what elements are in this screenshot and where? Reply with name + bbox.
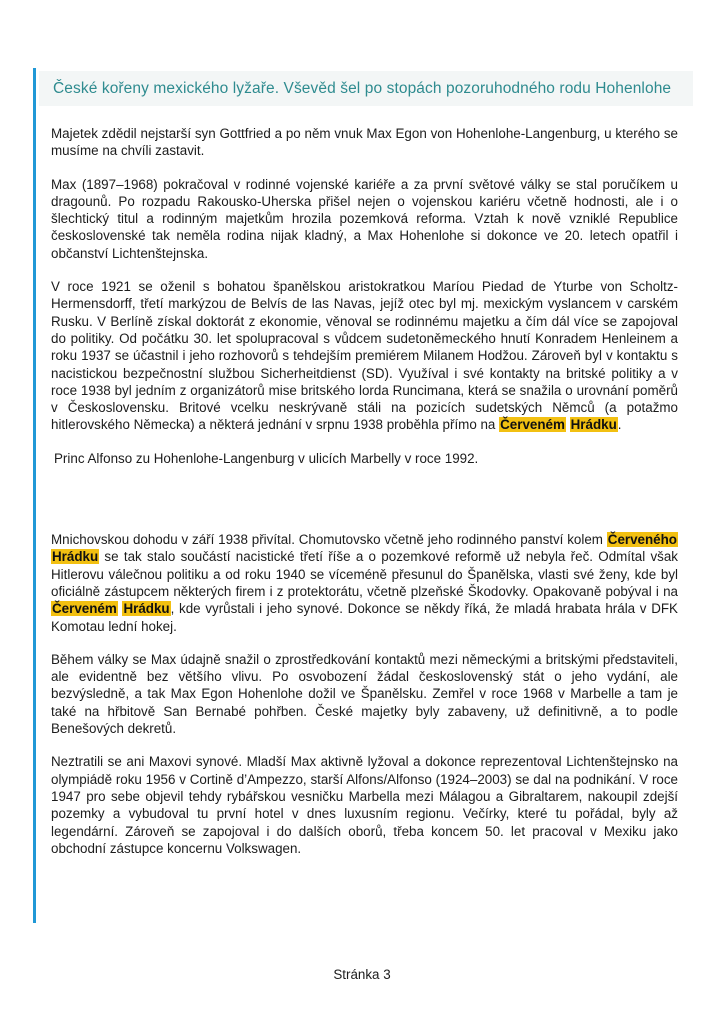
text-segment: Neztratili se ani Maxovi synové. Mladší Max aktivně lyžoval a dokonce reprezentoval Lichtenštejnsko na olympiádě roku 1956 v Cortině d’Ampezzo, starší Alfons/Alfonso (1924–2003) se dal na podnikání. V roce 1947 pro sebe objevil tehdy rybářskou vesničku Marbella mezi Málagou a Gibraltarem, nakoupil zdejší pozemky a vybudoval tu první hotel v dnes luxusním regionu. Večírky, které tu pořádal, byly až legendární. Zároveň se zapojoval i do dalších oborů, třeba koncem 50. let pracoval v Mexiku jako obchodní zástupce koncernu Volkswagen. [51, 754, 678, 856]
text-segment: Mnichovskou dohodu v září 1938 přivítal. Chomutovsko včetně jeho rodinného panství kolem [51, 532, 607, 548]
paragraph [51, 278, 678, 434]
paragraph [51, 531, 678, 635]
highlighted-text: Hrádku [123, 601, 170, 617]
text-segment: Majetek zdědil nejstarší syn Gottfried a po něm vnuk Max Egon von Hohenlohe-Langenburg, u kterého se musíme na chvíli zastavit. [51, 126, 678, 159]
highlighted-text: Červeném [500, 417, 565, 433]
text-segment: Max (1897–1968) pokračoval v rodinné vojenské kariéře a za první světové války se stal poručíkem u dragounů. Po rozpadu Rakousko-Uherska přišel nejen o vojenskou kariéru včetně hodnosti, ale i o šlechtický titul a rodinným majetkům hrozila pozemková reforma. Vztah k nově vzniklé Republice československé tak neměla rodina nijak kladný, a Max Hohenlohe si dokonce ve 20. letech opatřil i občanství Lichtenštejnska. [51, 176, 678, 261]
highlighted-text: Červeného [607, 532, 677, 548]
text-segment: , kde vyrůstali i jeho synové. Dokonce se někdy říká, že mladá hrabata hrála v DFK Komotau lední hokej. [51, 601, 678, 634]
highlighted-text: Hrádku [570, 417, 617, 433]
article-header [39, 71, 693, 106]
left-accent-line [33, 68, 36, 923]
image-placeholder-gap [51, 467, 678, 531]
paragraph [51, 753, 678, 857]
page-footer [0, 967, 724, 982]
text-segment: se tak stalo součástí nacistické třetí říše a o pozemkové reformě už nebyla řeč. Odmítal však Hitlerovu válečnou politiku a od roku 1940 se víceméně přesunul do Španělska, vlasti své ženy, kde byl oficiálně zástupcem některých firem i z protektorátu, včetně plzeňské Škodovky. Opakovaně pobýval i na [51, 549, 678, 599]
text-segment: . [617, 417, 622, 433]
text-segment: Během války se Max údajně snažil o zprostředkování kontaktů mezi německými a britskými představiteli, ale evidentně bez většího vlivu. Po osvobození žádal československý stát o jeho vydání, ale bezvýsledně, a tak Max Egon Hohenlohe dožil ve Španělsku. Zemřel v roce 1968 v Marbelle a tam je také na hřbitově San Bernabé pohřben. České majetky byly zabaveny, už definitivně, a to podle Benešových dekretů. [51, 651, 678, 737]
image-caption [51, 450, 678, 467]
paragraph [51, 176, 678, 262]
page-number: Stránka 3 [333, 967, 391, 982]
article-title: České kořeny mexického lyžaře. Vševěd šel po stopách pozoruhodného rodu Hohenlohe [53, 79, 672, 97]
paragraph [51, 125, 678, 160]
text-segment: Princ Alfonso zu Hohenlohe-Langenburg v ulicích Marbelly v roce 1992. [54, 450, 479, 466]
paragraph [51, 651, 678, 737]
highlighted-text: Hrádku [52, 549, 99, 565]
article-body [51, 125, 678, 873]
highlighted-text: Červeném [52, 601, 117, 617]
text-segment: V roce 1921 se oženil s bohatou španělskou aristokratkou Maríou Piedad de Yturbe von Scholtz-Hermensdorff, třetí markýzou de Belvís de las Navas, jejíž otec byl mj. mexickým vyslancem v carském Rusku. V Berlíně získal doktorát z ekonomie, věnoval se rodinnému majetku a čím dál více se zapojoval do politiky. Od počátku 30. let spolupracoval s vůdcem sudetoněmeckého hnutí Konradem Henleinem a roku 1937 se účastnil i jeho rozhovorů s tehdejším premiérem Milanem Hodžou. Zároveň byl v kontaktu s nacistickou bezpečnostní službou Sicherheitdienst (SD). Využíval i své kontakty na britské politiky a v roce 1938 byl jedním z organizátorů mise britského lorda Runcimana, která se snažila o urovnání poměrů v Československu. Britové vcelku neskrývaně stáli na pozicích sudetských Němců (a potažmo hitlerovského Německa) a některá jednání v srpnu 1938 proběhla přímo na [51, 279, 678, 433]
